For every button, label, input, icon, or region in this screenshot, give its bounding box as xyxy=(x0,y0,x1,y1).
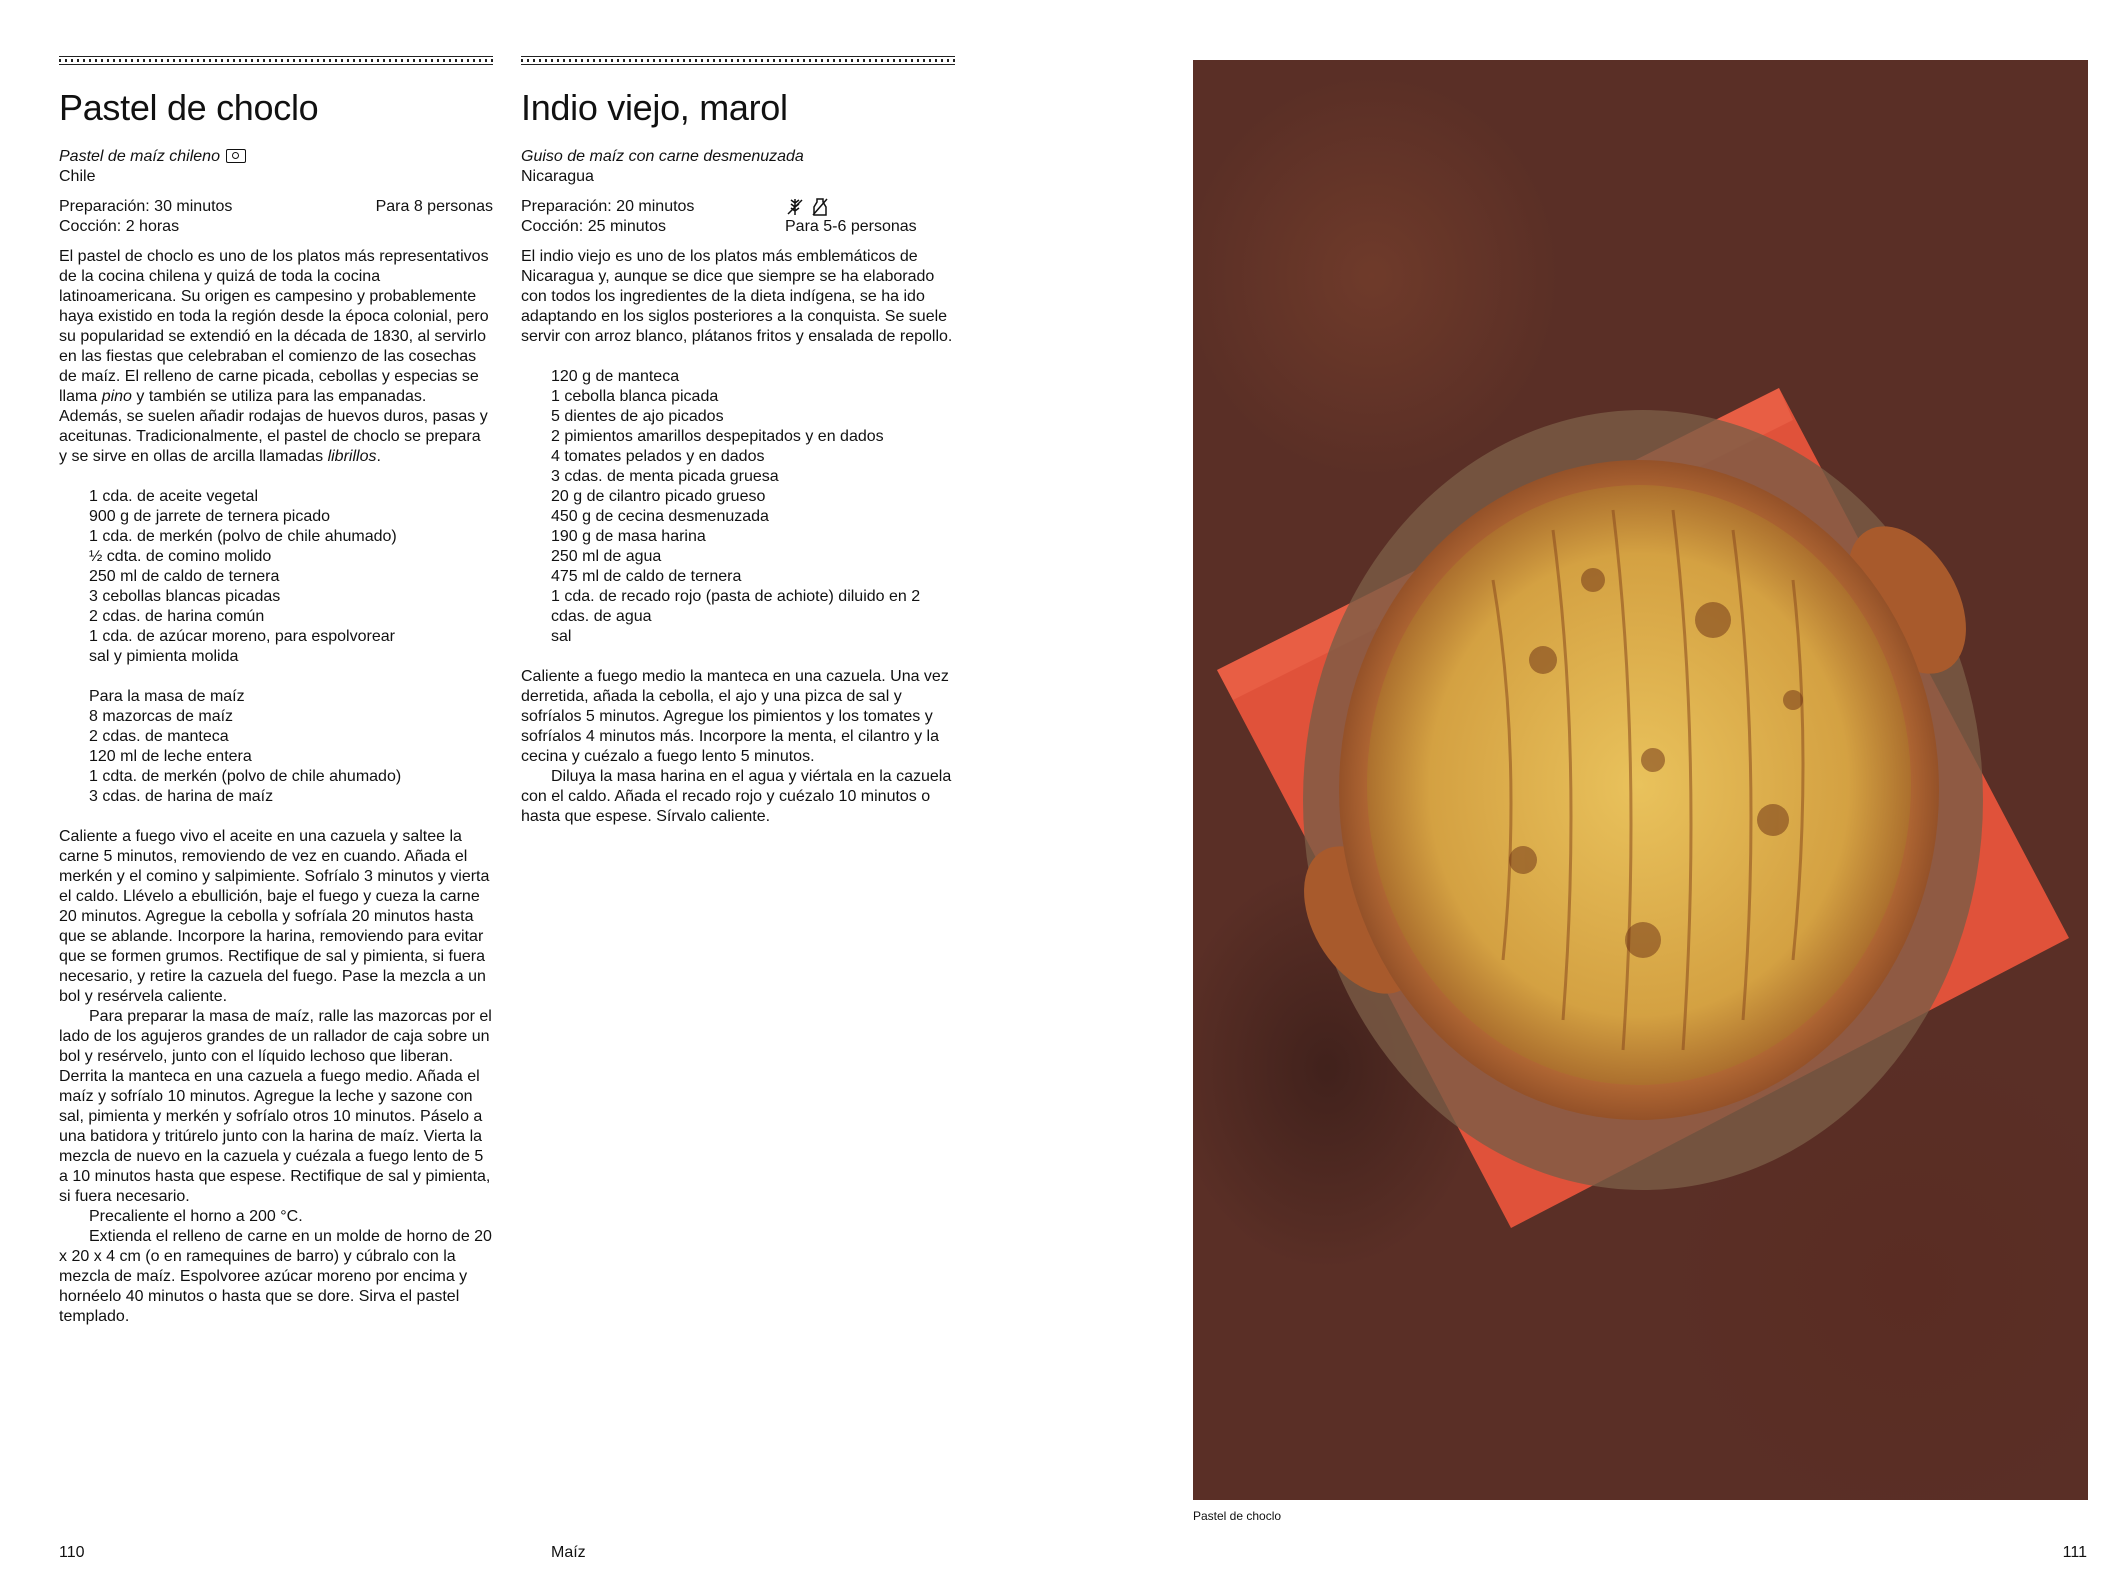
recipe-title: Indio viejo, marol xyxy=(521,87,788,128)
ingredient-item: 3 cebollas blancas picadas xyxy=(89,588,281,605)
recipe-subtitle-line xyxy=(59,147,493,167)
ingredient-item: 1 cda. de recado rojo (pasta de achiote) diluido en 2 cdas. de agua xyxy=(551,588,921,625)
food-photo-illustration xyxy=(1193,60,2088,1500)
food-photo xyxy=(1193,60,2088,1500)
prep-time: Preparación: 20 minutos xyxy=(521,198,695,215)
ingredient-item: 20 g de cilantro picado grueso xyxy=(551,488,766,505)
ingredient-item: 475 ml de caldo de ternera xyxy=(551,568,742,585)
servings: Para 5-6 personas xyxy=(785,218,917,235)
intro-paragraph: El indio viejo es uno de los platos más emblemáticos de Nicaragua y, aunque se dice que siempre se ha elaborado con todos los ingredientes de la dieta indígena, se ha ido adaptando en los siglos posteriores a la conquista. Se suele servir con arroz blanco, plátanos fritos y ensalada de repollo. xyxy=(521,248,953,345)
ingredient-item: sal y pimienta molida xyxy=(89,648,239,665)
method-paragraph: Diluya la masa harina en el agua y viértala en la cazuela con el caldo. Añada el recado rojo y cuézalo 10 minutos o hasta que espese. Sírvalo caliente. xyxy=(521,768,952,825)
ingredient-item: sal xyxy=(551,628,572,645)
page-number-right: 111 xyxy=(2062,1544,2087,1561)
recipe-pastel-de-choclo xyxy=(59,56,493,1327)
no-dairy-icon xyxy=(811,197,829,217)
ingredient-item: 3 cdas. de harina de maíz xyxy=(89,788,274,805)
ingredient-item: 4 tomates pelados y en dados xyxy=(551,448,765,465)
recipe-meta xyxy=(59,197,493,237)
recipe-subtitle-line xyxy=(521,147,955,167)
ingredient-item: 5 dientes de ajo picados xyxy=(551,408,724,425)
ingredient-item: 1 cda. de aceite vegetal xyxy=(89,488,259,505)
decorative-rule xyxy=(59,56,493,65)
ingredient-item: 1 cda. de azúcar moreno, para espolvorear xyxy=(89,628,395,645)
ingredient-item: 900 g de jarrete de ternera picado xyxy=(89,508,331,525)
recipe-indio-viejo xyxy=(521,56,955,827)
prep-time: Preparación: 30 minutos xyxy=(59,198,233,215)
decorative-rule xyxy=(521,56,955,65)
ingredient-item: 1 cebolla blanca picada xyxy=(551,388,719,405)
diet-icons xyxy=(785,197,829,217)
ingredient-list xyxy=(521,367,955,647)
ingredient-subheading: Para la masa de maíz xyxy=(89,688,245,705)
ingredient-item: 2 cdas. de harina común xyxy=(89,608,265,625)
recipe-meta xyxy=(521,197,955,237)
recipe-country: Chile xyxy=(59,168,96,185)
no-gluten-icon xyxy=(785,197,805,217)
ingredient-item: 120 g de manteca xyxy=(551,368,680,385)
recipe-title: Pastel de choclo xyxy=(59,87,319,128)
servings: Para 8 personas xyxy=(375,198,493,215)
photo-icon xyxy=(226,149,246,163)
ingredient-item: 120 ml de leche entera xyxy=(89,748,252,765)
ingredient-item: 1 cda. de merkén (polvo de chile ahumado) xyxy=(89,528,397,545)
recipe-intro: El pastel de choclo es uno de los platos más representativos de la cocina chilena y quizá de toda la cocina latinoamericana. Su origen es campesino y probablemente haya existido en toda la región desde la época colonial, pero su popularidad se extendió en la década de 1830, al servirlo en las fiestas que celebraban el comienzo de las cosechas de maíz. El relleno de carne picada, cebollas y especias se llama pino y también se utiliza para las empanadas. Además, se suelen añadir rodajas de huevos duros, pasas y aceitunas. Tradicionalmente, el pastel de choclo se prepara y se sirve en ollas de arcilla llamadas librillos. xyxy=(59,248,489,465)
recipe-country: Nicaragua xyxy=(521,168,594,185)
ingredient-item: 250 ml de caldo de ternera xyxy=(89,568,280,585)
cook-time: Cocción: 2 horas xyxy=(59,218,180,235)
section-title: Maíz xyxy=(551,1544,586,1561)
pie-crust xyxy=(1367,485,1911,1085)
cook-time: Cocción: 25 minutos xyxy=(521,218,666,235)
ingredient-item: 2 cdas. de manteca xyxy=(89,728,229,745)
recipe-method xyxy=(521,667,955,827)
method-paragraph: Precaliente el horno a 200 °C. xyxy=(89,1208,303,1225)
recipe-method xyxy=(59,827,493,1327)
page-number-left: 110 xyxy=(59,1544,85,1561)
ingredient-item: 450 g de cecina desmenuzada xyxy=(551,508,769,525)
ingredient-item: 2 pimientos amarillos despepitados y en dados xyxy=(551,428,884,445)
ingredient-item: ½ cdta. de comino molido xyxy=(89,548,272,565)
recipe-subtitle: Pastel de maíz chileno xyxy=(59,148,220,165)
ingredient-item: 8 mazorcas de maíz xyxy=(89,708,234,725)
ingredient-list-dough xyxy=(59,707,493,807)
ingredient-list xyxy=(59,487,493,667)
ingredient-item: 3 cdas. de menta picada gruesa xyxy=(551,468,779,485)
method-paragraph: Para preparar la masa de maíz, ralle las mazorcas por el lado de los agujeros grandes de un rallador de caja sobre un bol y resérvelo, junto con el líquido lechoso que liberan. Derrita la manteca en una cazuela a fuego medio. Añada el maíz y sofríalo 10 minutos. Agregue la leche y sazone con sal, pimienta y merkén y sofríalo otros 10 minutos. Páselo a una batidora y tritúrelo junto con la harina de maíz. Vierta la mezcla de nuevo en la cazuela y cuézala a fuego lento de 5 a 10 minutos hasta que espese. Rectifique de sal y pimienta, si fuera necesario. xyxy=(59,1008,492,1205)
method-paragraph: Caliente a fuego vivo el aceite en una cazuela y saltee la carne 5 minutos, removiendo de vez en cuando. Añada el merkén y el comino y salpimiente. Sofríalo 3 minutos y vierta el caldo. Llévelo a ebullición, baje el fuego y cueza la carne 20 minutos. Agregue la cebolla y sofríala 20 minutos hasta que se ablande. Incorpore la harina, removiendo para evitar que se formen grumos. Rectifique de sal y pimienta, si fuera necesario, y retire la cazuela del fuego. Pase la mezcla a un bol y resérvela caliente. xyxy=(59,828,490,1005)
method-paragraph: Caliente a fuego medio la manteca en una cazuela. Una vez derretida, añada la cebolla, el ajo y una pizca de sal y sofríalos 5 minutos. Agregue los pimientos y los tomates y sofríalos 4 minutos más. Incorpore la menta, el cilantro y la cecina y cuézalo a fuego lento 5 minutos. xyxy=(521,668,949,765)
method-paragraph: Extienda el relleno de carne en un molde de horno de 20 x 20 x 4 cm (o en ramequines de barro) y cúbralo con la mezcla de maíz. Espolvoree azúcar moreno por encima y hornéelo 40 minutos o hasta que se dore. Sirva el pastel templado. xyxy=(59,1228,492,1325)
recipe-intro xyxy=(521,247,955,347)
ingredient-item: 190 g de masa harina xyxy=(551,528,706,545)
ingredient-item: 250 ml de agua xyxy=(551,548,662,565)
photo-caption: Pastel de choclo xyxy=(1193,1509,1282,1523)
ingredient-item: 1 cdta. de merkén (polvo de chile ahumado) xyxy=(89,768,402,785)
recipe-subtitle: Guiso de maíz con carne desmenuzada xyxy=(521,148,804,165)
